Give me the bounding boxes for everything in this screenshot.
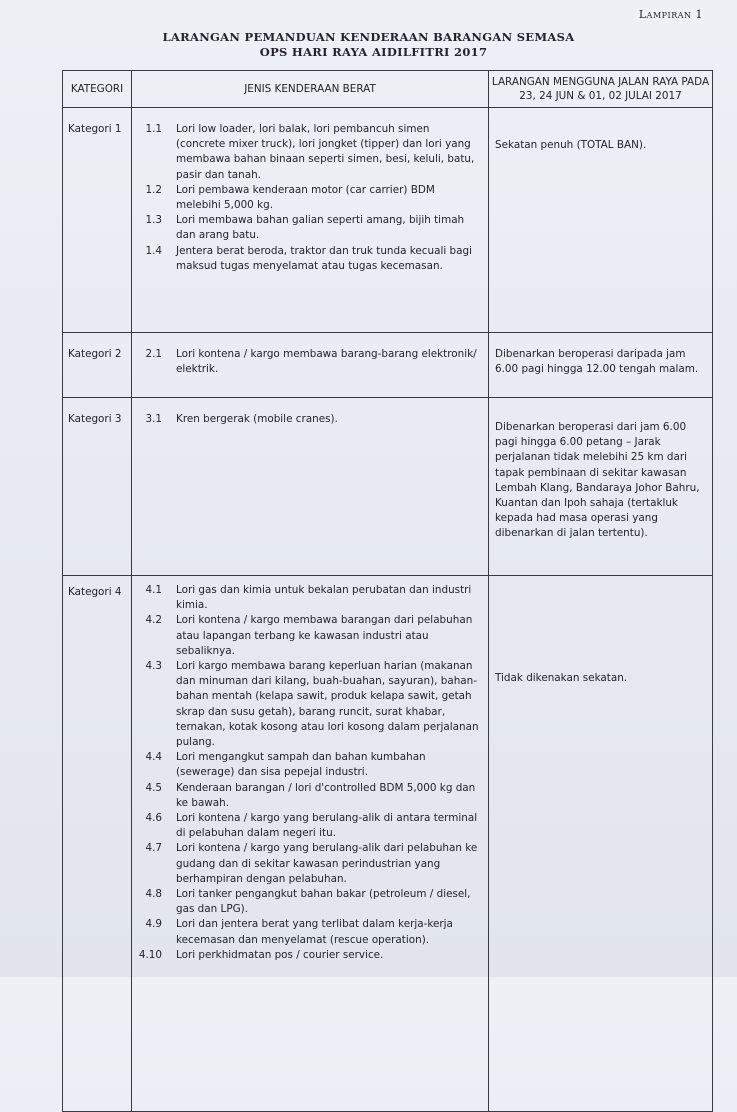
list-item [132, 887, 482, 917]
list-item [132, 841, 482, 887]
list-item [132, 122, 482, 183]
header-larangan: LARANGAN MENGGUNA JALAN RAYA PADA 23, 24 JUN & 01, 02 JULAI 2017 [489, 71, 713, 108]
list-item [132, 781, 482, 811]
item-text: Lori perkhidmatan pos / courier service. [176, 948, 384, 961]
item-text: Lori pembawa kenderaan motor (car carrier) BDM melebihi 5,000 kg. [176, 183, 435, 212]
table-row [63, 333, 713, 398]
list-item [132, 613, 482, 659]
item-text: Lori kontena / kargo membawa barangan dari pelabuhan atau lapangan terbang ke kawasan industri atau sebaliknya. [176, 614, 473, 657]
item-number: 1.3 [145, 214, 162, 227]
item-number: 4.3 [145, 660, 162, 673]
larangan-cell: Dibenarkan beroperasi daripada jam 6.00 pagi hingga 12.00 tengah malam. [489, 333, 713, 398]
item-number: 1.2 [145, 183, 162, 196]
larangan-cell: Tidak dikenakan sekatan. [489, 576, 713, 1112]
table-header-row [63, 71, 713, 108]
list-item [132, 213, 482, 243]
lampiran-label: Lampiran 1 [638, 8, 703, 21]
list-item [132, 412, 482, 427]
item-text: Kenderaan barangan / lori d'controlled BDM 5,000 kg dan ke bawah. [176, 781, 476, 809]
items-cell [132, 576, 489, 1112]
item-text: Lori gas dan kimia untuk bekalan perubatan dan industri kimia. [176, 584, 472, 612]
title-line-1: LARANGAN PEMANDUAN KENDERAAN BARANGAN SEMASA [162, 30, 575, 44]
restriction-table [62, 70, 713, 1112]
item-text: Lori kontena / kargo yang berulang-alik dari pelabuhan ke gudang dan di sekitar kawasan perindustrian yang berhampiran dengan pelabuhan. [176, 842, 478, 885]
item-text: Lori kontena / kargo yang berulang-alik di antara terminal di pelabuhan dalam negeri itu. [176, 812, 478, 840]
document-title [0, 30, 737, 60]
header-jenis-kenderaan: JENIS KENDERAAN BERAT [132, 71, 489, 108]
list-item [132, 347, 482, 377]
kategori-cell: Kategori 3 [63, 398, 132, 576]
item-number: 4.5 [145, 781, 162, 794]
item-number: 4.9 [145, 918, 162, 931]
item-number: 4.7 [145, 842, 162, 855]
item-text: Lori kargo membawa barang keperluan harian (makanan dan minuman dari kilang, buah-buahan, sayuran), bahan-bahan mentah (kelapa sawit, produk kelapa sawit, getah skrap dan susu getah), barang runcit, surat khabar, ternakan, kotak kosong atau lori kosong dalam perjalanan pulang. [176, 660, 479, 749]
items-cell [132, 398, 489, 576]
list-item [132, 183, 482, 213]
kategori-cell: Kategori 1 [63, 108, 132, 333]
item-number: 4.10 [138, 948, 162, 961]
item-text: Jentera berat beroda, traktor dan truk tunda kecuali bagi maksud tugas menyelamat atau tugas kecemasan. [176, 244, 472, 272]
larangan-cell: Sekatan penuh (TOTAL BAN). [489, 108, 713, 333]
item-text: Lori mengangkut sampah dan bahan kumbahan (sewerage) dan sisa pepejal industri. [176, 751, 426, 779]
table-row [63, 108, 713, 333]
kategori-cell: Kategori 2 [63, 333, 132, 398]
item-number: 1.4 [145, 244, 162, 257]
item-number: 3.1 [145, 413, 162, 425]
title-line-2: OPS HARI RAYA AIDILFITRI 2017 [259, 45, 488, 59]
item-number: 4.8 [145, 888, 162, 901]
larangan-cell: Dibenarkan beroperasi dari jam 6.00 pagi hingga 6.00 petang – Jarak perjalanan tidak melebihi 25 km dari tapak pembinaan di sekitar kawasan Lembah Klang, Bandaraya Johor Bahru, Kuantan dan Ipoh sahaja (tertakluk kepada had masa operasi yang dibenarkan di jalan tertentu). [489, 398, 713, 576]
item-text: Lori kontena / kargo membawa barang-barang elektronik/ elektrik. [176, 348, 477, 376]
list-item [132, 948, 482, 963]
list-item [132, 659, 482, 750]
item-text: Lori tanker pengangkut bahan bakar (petroleum / diesel, gas dan LPG). [176, 888, 471, 916]
item-number: 1.1 [145, 123, 162, 135]
list-item [132, 811, 482, 841]
item-number: 4.4 [145, 751, 162, 764]
item-text: Lori membawa bahan galian seperti amang, bijih timah dan arang batu. [176, 214, 465, 242]
list-item [132, 750, 482, 780]
list-item [132, 244, 482, 274]
list-item [132, 917, 482, 947]
item-text: Lori dan jentera berat yang terlibat dalam kerja-kerja kecemasan dan menyelamat (rescue operation). [176, 918, 453, 946]
item-number: 4.2 [145, 614, 162, 627]
list-item [132, 583, 482, 613]
item-number: 2.1 [145, 348, 162, 360]
item-text: Lori low loader, lori balak, lori pembancuh simen (concrete mixer truck), lori jongket (tipper) dan lori yang membawa bahan binaan seperti simen, besi, keluli, batu, pasir dan tanah. [176, 123, 475, 181]
item-number: 4.6 [145, 812, 162, 825]
header-kategori: KATEGORI [63, 71, 132, 108]
table-row [63, 398, 713, 576]
table-row [63, 576, 713, 1112]
kategori-cell: Kategori 4 [63, 576, 132, 1112]
items-cell [132, 108, 489, 333]
item-number: 4.1 [145, 584, 162, 596]
item-text: Kren bergerak (mobile cranes). [176, 413, 338, 425]
items-cell [132, 333, 489, 398]
